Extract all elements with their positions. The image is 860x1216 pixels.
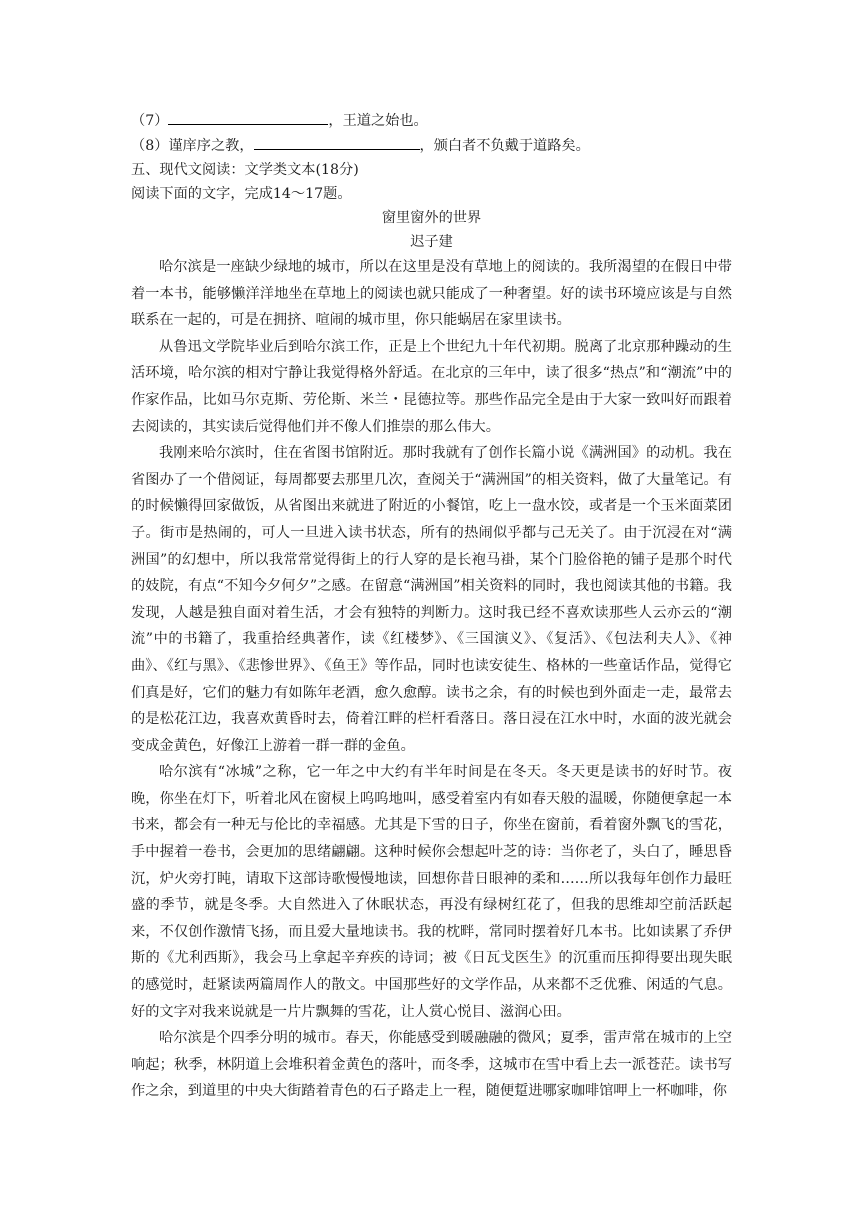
- article-paragraph: 从鲁迅文学院毕业后到哈尔滨工作，正是上个世纪九十年代初期。脱离了北京那种躁动的生活环境，哈尔滨的相对宁静让我觉得格外舒适。在北京的三年中，读了很多“热点”和“潮流”中的作家作品，比如马尔克斯、劳伦斯、米兰・昆德拉等。那些作品完全是由于大家一致叫好而跟着去阅读的，其实读后觉得他们并不像人们推崇的那么伟大。: [131, 338, 732, 435]
- question-number: （8）: [131, 138, 169, 154]
- article-paragraph: 哈尔滨是一座缺少绿地的城市，所以在这里是没有草地上的阅读的。我所渴望的在假日中带着一本书，能够懒洋洋地坐在草地上的阅读也就只能成了一种奢望。好的读书环境应该是与自然联系在一起的，可是在拥挤、喧闹的城市里，你只能蜗居在家里读书。: [131, 259, 732, 329]
- fill-in-question-8: [131, 133, 732, 158]
- question-text: ，王道之始也。: [328, 113, 428, 129]
- question-number: （7）: [131, 113, 169, 129]
- question-text: ，颁白者不负戴于道路矣。: [419, 138, 590, 154]
- question-text: 谨庠序之教，: [168, 138, 254, 154]
- fill-in-question-7: [131, 108, 732, 133]
- section-heading: 五、现代文阅读：文学类文本(18分): [131, 162, 359, 178]
- article-paragraph: 哈尔滨有“冰城”之称，它一年之中大约有半年时间是在冬天。冬天更是读书的好时节。夜晚，你坐在灯下，听着北风在窗棂上呜呜地叫，感受着室内有如春天般的温暖，你随便拿起一本书来，都会有一种无与伦比的幸福感。尤其是下雪的日子，你坐在窗前，看着窗外飘飞的雪花，手中握着一卷书，会更加的思绪翩翩。这种时候你会想起叶芝的诗：当你老了，头白了，睡思昏沉，炉火旁打盹，请取下这部诗歌慢慢地读，回想你昔日眼神的柔和……所以我每年创作力最旺盛的季节，就是冬季。大自然进入了休眠状态，再没有绿树红花了，但我的思维却空前活跃起来，不仅创作激情飞扬，而且爱大量地读书。我的枕畔，常同时摆着好几本书。比如读累了乔伊斯的《尤利西斯》，我会马上拿起辛弃疾的诗词；被《日瓦戈医生》的沉重而压抑得要出现失眠的感觉时，赶紧读两篇周作人的散文。中国那些好的文学作品，从来都不乏优雅、闲适的气息。好的文字对我来说就是一片片飘舞的雪花，让人赏心悦目、滋润心田。: [131, 764, 732, 1020]
- article-paragraph: 我刚来哈尔滨时，住在省图书馆附近。那时我就有了创作长篇小说《满洲国》的动机。我在省图办了一个借阅证，每周都要去那里几次，查阅关于“满洲国”的相关资料，做了大量笔记。有的时候懒得回家做饭，从省图出来就进了附近的小餐馆，吃上一盘水饺，或者是一个玉米面菜团子。街市是热闹的，可人一旦进入读书状态，所有的热闹似乎都与己无关了。由于沉浸在对“满洲国”的幻想中，所以我常常觉得街上的行人穿的是长袍马褂，某个门脸俗艳的铺子是那个时代的妓院，有点“不知今夕何夕”之感。在留意“满洲国”相关资料的同时，我也阅读其他的书籍。我发现，人越是独自面对着生活，才会有独特的判断力。这时我已经不喜欢读那些人云亦云的“潮流”中的书籍了，我重拾经典著作，读《红楼梦》、《三国演义》、《复活》、《包法利夫人》、《神曲》、《红与黑》、《悲惨世界》、《鱼王》等作品，同时也读安徒生、格林的一些童话作品，觉得它们真是好，它们的魅力有如陈年老酒，愈久愈醇。读书之余，有的时候也到外面走一走，最常去的是松花江边，我喜欢黄昏时去，倚着江畔的栏杆看落日。落日浸在江水中时，水面的波光就会变成金黄色，好像江上游着一群一群的金鱼。: [131, 445, 732, 754]
- article-title: 窗里窗外的世界: [381, 210, 482, 226]
- answer-blank[interactable]: [168, 108, 328, 125]
- answer-blank[interactable]: [254, 133, 420, 150]
- page-content: [131, 108, 732, 1105]
- article-paragraph: 哈尔滨是个四季分明的城市。春天，你能感受到暖融融的微风；夏季，雷声常在城市的上空响起；秋季，林阴道上会堆积着金黄色的落叶，而冬季，这城市在雪中看上去一派苍茫。读书写作之余，到道里的中央大街踏着青色的石子路走上一程，随便踅进哪家咖啡馆呷上一杯咖啡，你: [131, 1030, 732, 1100]
- reading-instruction: 阅读下面的文字，完成14～17题。: [131, 186, 352, 202]
- article-author: 迟子建: [410, 234, 453, 250]
